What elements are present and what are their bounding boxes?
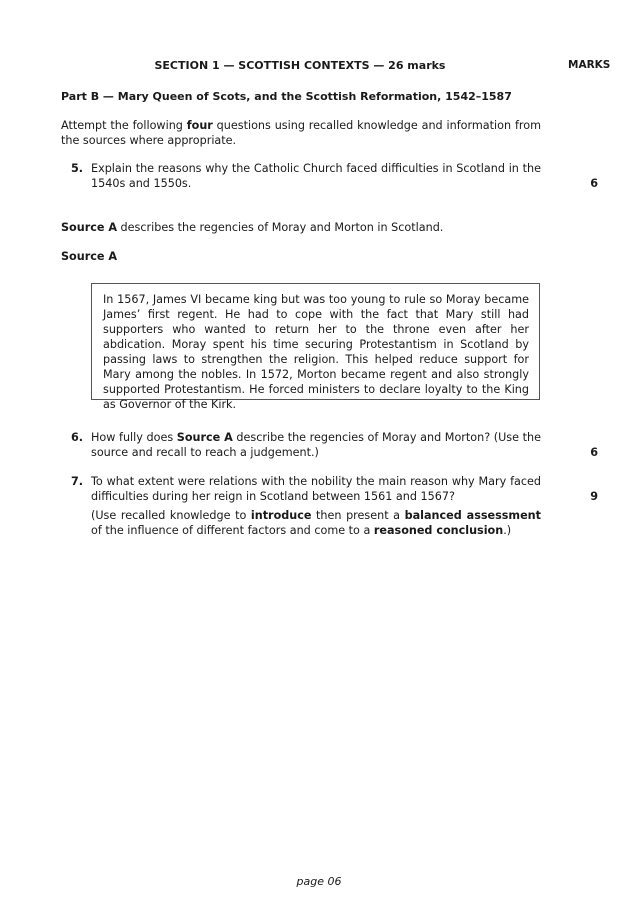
question-5-number: 5. [70, 162, 83, 175]
question-7-text: To what extent were relations with the nobility the main reason why Mary faced difficulties during her reign in Scotland between 1561 and 1567? [91, 475, 541, 503]
question-6-number: 6. [70, 431, 83, 444]
question-7-marks: 9 [590, 490, 598, 503]
question-6-marks: 6 [590, 446, 598, 459]
marks-column-header: MARKS [568, 59, 611, 71]
source-intro: Source A describes the regencies of Moray and Morton in Scotland. [61, 221, 444, 234]
question-7-guidance: (Use recalled knowledge to introduce then present a balanced assessment of the influence of different factors and come to a reasoned conclusion.) [91, 509, 541, 537]
section-title: SECTION 1 — SCOTTISH CONTEXTS — 26 marks [154, 59, 446, 72]
source-label: Source A [61, 250, 117, 263]
question-5-marks: 6 [590, 177, 598, 190]
instructions-emphasis: four [186, 119, 213, 132]
question-5-text: Explain the reasons why the Catholic Church faced difficulties in Scotland in the 1540s and 1550s. [91, 162, 541, 190]
part-title: Part B — Mary Queen of Scots, and the Scottish Reformation, 1542–1587 [61, 90, 512, 103]
question-6-text: How fully does Source A describe the regencies of Moray and Morton? (Use the source and recall to reach a judgement.) [91, 431, 541, 459]
source-text: In 1567, James VI became king but was too young to rule so Moray became James’ first regent. He had to cope with the fact that Mary still had supporters who wanted to return her to the throne even after her abdication. Moray spent his time securing Protestantism in Scotland by passing laws to strengthen the religion. This helped reduce support for Mary among the nobles. In 1572, Morton became regent and also strongly supported Protestantism. He forced ministers to declare loyalty to the King as Governor of the Kirk. [103, 293, 529, 411]
instructions: Attempt the following four questions using recalled knowledge and information from the sources where appropriate. [61, 119, 541, 147]
question-7-number: 7. [70, 475, 83, 488]
page-number: page 06 [296, 875, 342, 888]
